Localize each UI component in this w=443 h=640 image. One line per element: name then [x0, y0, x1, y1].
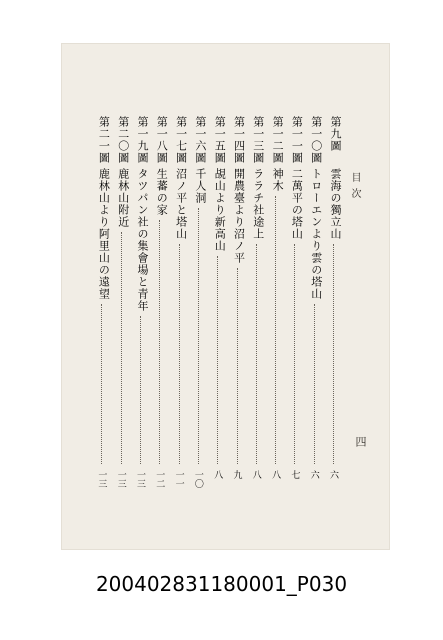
toc-entry-page: 一三 [96, 470, 107, 488]
toc-entry-page: 一一 [173, 470, 184, 488]
toc-leader-dots [159, 220, 160, 464]
toc-entry-number: 第一五圖 [213, 116, 227, 164]
toc-entry-title: 鹿林山附近 [116, 168, 130, 228]
toc-entry [134, 116, 148, 496]
toc-leader-dots [198, 208, 199, 464]
toc-entry-title: 鹿林山より阿里山の遠望 [97, 168, 111, 300]
toc-entry-title: 開農臺より沼ノ平 [232, 168, 246, 264]
toc-entry-page: 六 [308, 470, 319, 479]
toc-leader-dots [314, 304, 315, 464]
toc-entry-number: 第二一圖 [97, 116, 111, 164]
toc-entry-title: 二萬平の塔山 [290, 168, 304, 240]
toc-entry-page: 八 [270, 470, 281, 479]
toc-entry-title: 千人洞 [193, 168, 207, 204]
toc-entry [211, 116, 225, 496]
toc-entry-page: 一三 [115, 470, 126, 488]
toc-leader-dots [275, 196, 276, 464]
toc-entry [308, 116, 322, 496]
toc-entry-title: 生蕃の家 [155, 168, 169, 216]
page-header: 目次 [349, 172, 360, 204]
toc-entry [250, 116, 264, 496]
toc-entry-title: タツパン社の集會場と青年 [136, 168, 149, 312]
toc-leader-dots [237, 268, 238, 464]
toc-entry [153, 116, 167, 496]
toc-leader-dots [294, 244, 295, 464]
toc-entry [231, 116, 245, 496]
toc-entry-page: 八 [250, 470, 261, 479]
image-caption: 200402831180001_P030 [95, 572, 348, 596]
toc-entry [95, 116, 109, 496]
toc-leader-dots [333, 244, 334, 464]
toc-entry-page: 六 [328, 470, 338, 479]
page-number: 四 [354, 436, 367, 447]
toc-entry-page: 一三 [135, 470, 145, 488]
toc-entry-title: 神木 [271, 168, 285, 192]
toc-entry [115, 116, 129, 496]
toc-entry-title: 沼ノ平と塔山 [174, 168, 188, 240]
toc-entry-number: 第一九圖 [136, 116, 149, 164]
toc-entry-title: ララチ社途上 [251, 168, 265, 240]
toc-entry-number: 第二〇圖 [116, 116, 130, 164]
toc-entry [192, 116, 206, 496]
toc-entry-page: 八 [212, 470, 223, 479]
document-page [62, 44, 389, 549]
toc-entry-number: 第一六圖 [193, 116, 207, 164]
toc-entry-title: 覘山より新高山 [213, 168, 227, 252]
toc-entry-page: 一〇 [192, 470, 203, 488]
toc-entry [173, 116, 187, 496]
toc-entry-number: 第一一圖 [290, 116, 304, 164]
toc-leader-dots [121, 232, 122, 464]
toc-entry-title: 雲海の獨立山 [329, 168, 342, 240]
toc-leader-dots [101, 304, 102, 464]
toc-entry [327, 116, 341, 496]
toc-leader-dots [140, 316, 141, 464]
toc-entry-page: 九 [231, 470, 242, 479]
toc-entry-page: 七 [289, 470, 300, 479]
toc-entry-number: 第一〇圖 [309, 116, 323, 164]
toc-entry [288, 116, 302, 496]
toc-leader-dots [256, 244, 257, 464]
toc-entry-number: 第一二圖 [271, 116, 285, 164]
toc-entry-page: 一二 [154, 470, 165, 488]
toc-entry-number: 第一八圖 [155, 116, 169, 164]
toc-entry [269, 116, 283, 496]
toc-entry-number: 第一四圖 [232, 116, 246, 164]
toc-entry-number: 第一三圖 [251, 116, 265, 164]
toc-entry-number: 第一七圖 [174, 116, 188, 164]
toc-entry-number: 第九圖 [329, 116, 342, 152]
toc-leader-dots [179, 244, 180, 464]
toc-leader-dots [217, 256, 218, 464]
toc-entry-title: トローエンより雲の塔山 [309, 168, 323, 300]
